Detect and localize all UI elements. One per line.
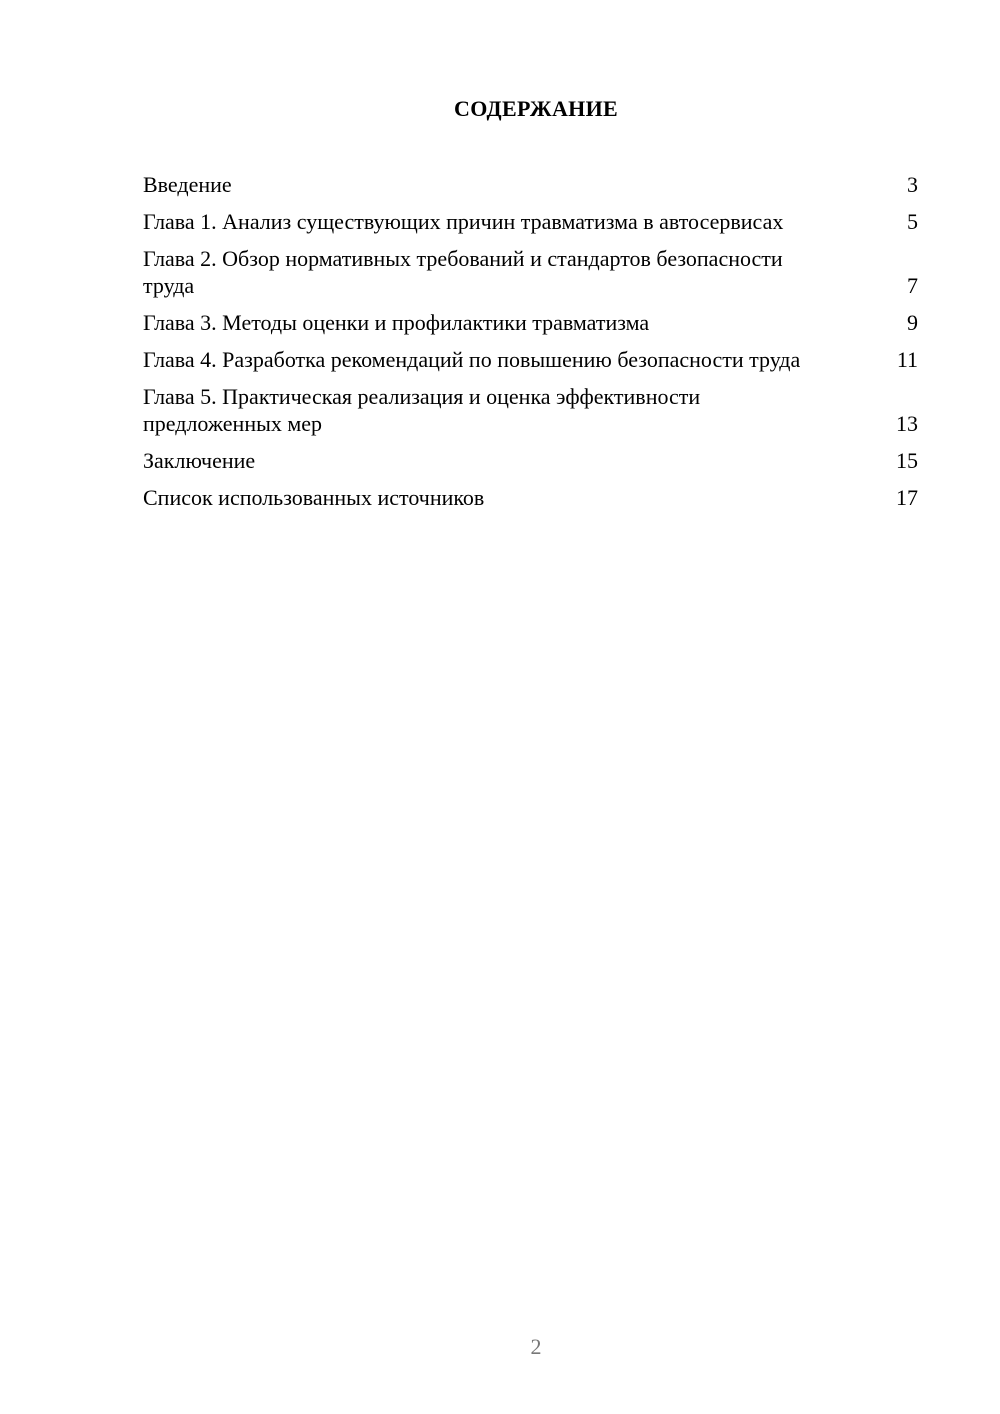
- toc-item-chapter-2: [143, 245, 919, 299]
- toc-item-page: 3: [907, 172, 918, 197]
- toc-item-conclusion: [143, 447, 919, 474]
- toc-item-text: Глава 5. Практическая реализация и оценка эффективности предложенных мер: [143, 384, 701, 436]
- toc-item-text: Глава 3. Методы оценки и профилактики травматизма: [143, 310, 650, 335]
- toc-item-page: 17: [896, 485, 918, 510]
- toc-item-text: Глава 1. Анализ существующих причин травматизма в автосервисах: [143, 209, 784, 234]
- toc-item-text: Список использованных источников: [143, 485, 485, 510]
- toc-item-text: Введение: [143, 172, 232, 197]
- toc-item-chapter-3: [143, 309, 919, 336]
- toc-item-introduction: [143, 171, 919, 198]
- toc-item-page: 7: [907, 273, 918, 298]
- toc-item-page: 11: [896, 347, 918, 372]
- toc-item-text: Заключение: [143, 448, 256, 473]
- toc-list: [143, 171, 919, 521]
- toc-item-chapter-4: [143, 346, 919, 373]
- toc-item-page: 13: [896, 411, 918, 436]
- toc-item-references: [143, 484, 919, 511]
- toc-item-chapter-5: [143, 383, 919, 437]
- toc-item-page: 5: [907, 209, 918, 234]
- toc-item-page: 9: [907, 310, 918, 335]
- page-number: 2: [530, 1334, 542, 1359]
- toc-item-text: Глава 2. Обзор нормативных требований и стандартов безопасности труда: [143, 246, 783, 298]
- toc-item-page: 15: [896, 448, 918, 473]
- toc-item-text: Глава 4. Разработка рекомендаций по повышению безопасности труда: [143, 347, 801, 372]
- toc-item-chapter-1: [143, 208, 919, 235]
- toc-heading: СОДЕРЖАНИЕ: [454, 96, 618, 121]
